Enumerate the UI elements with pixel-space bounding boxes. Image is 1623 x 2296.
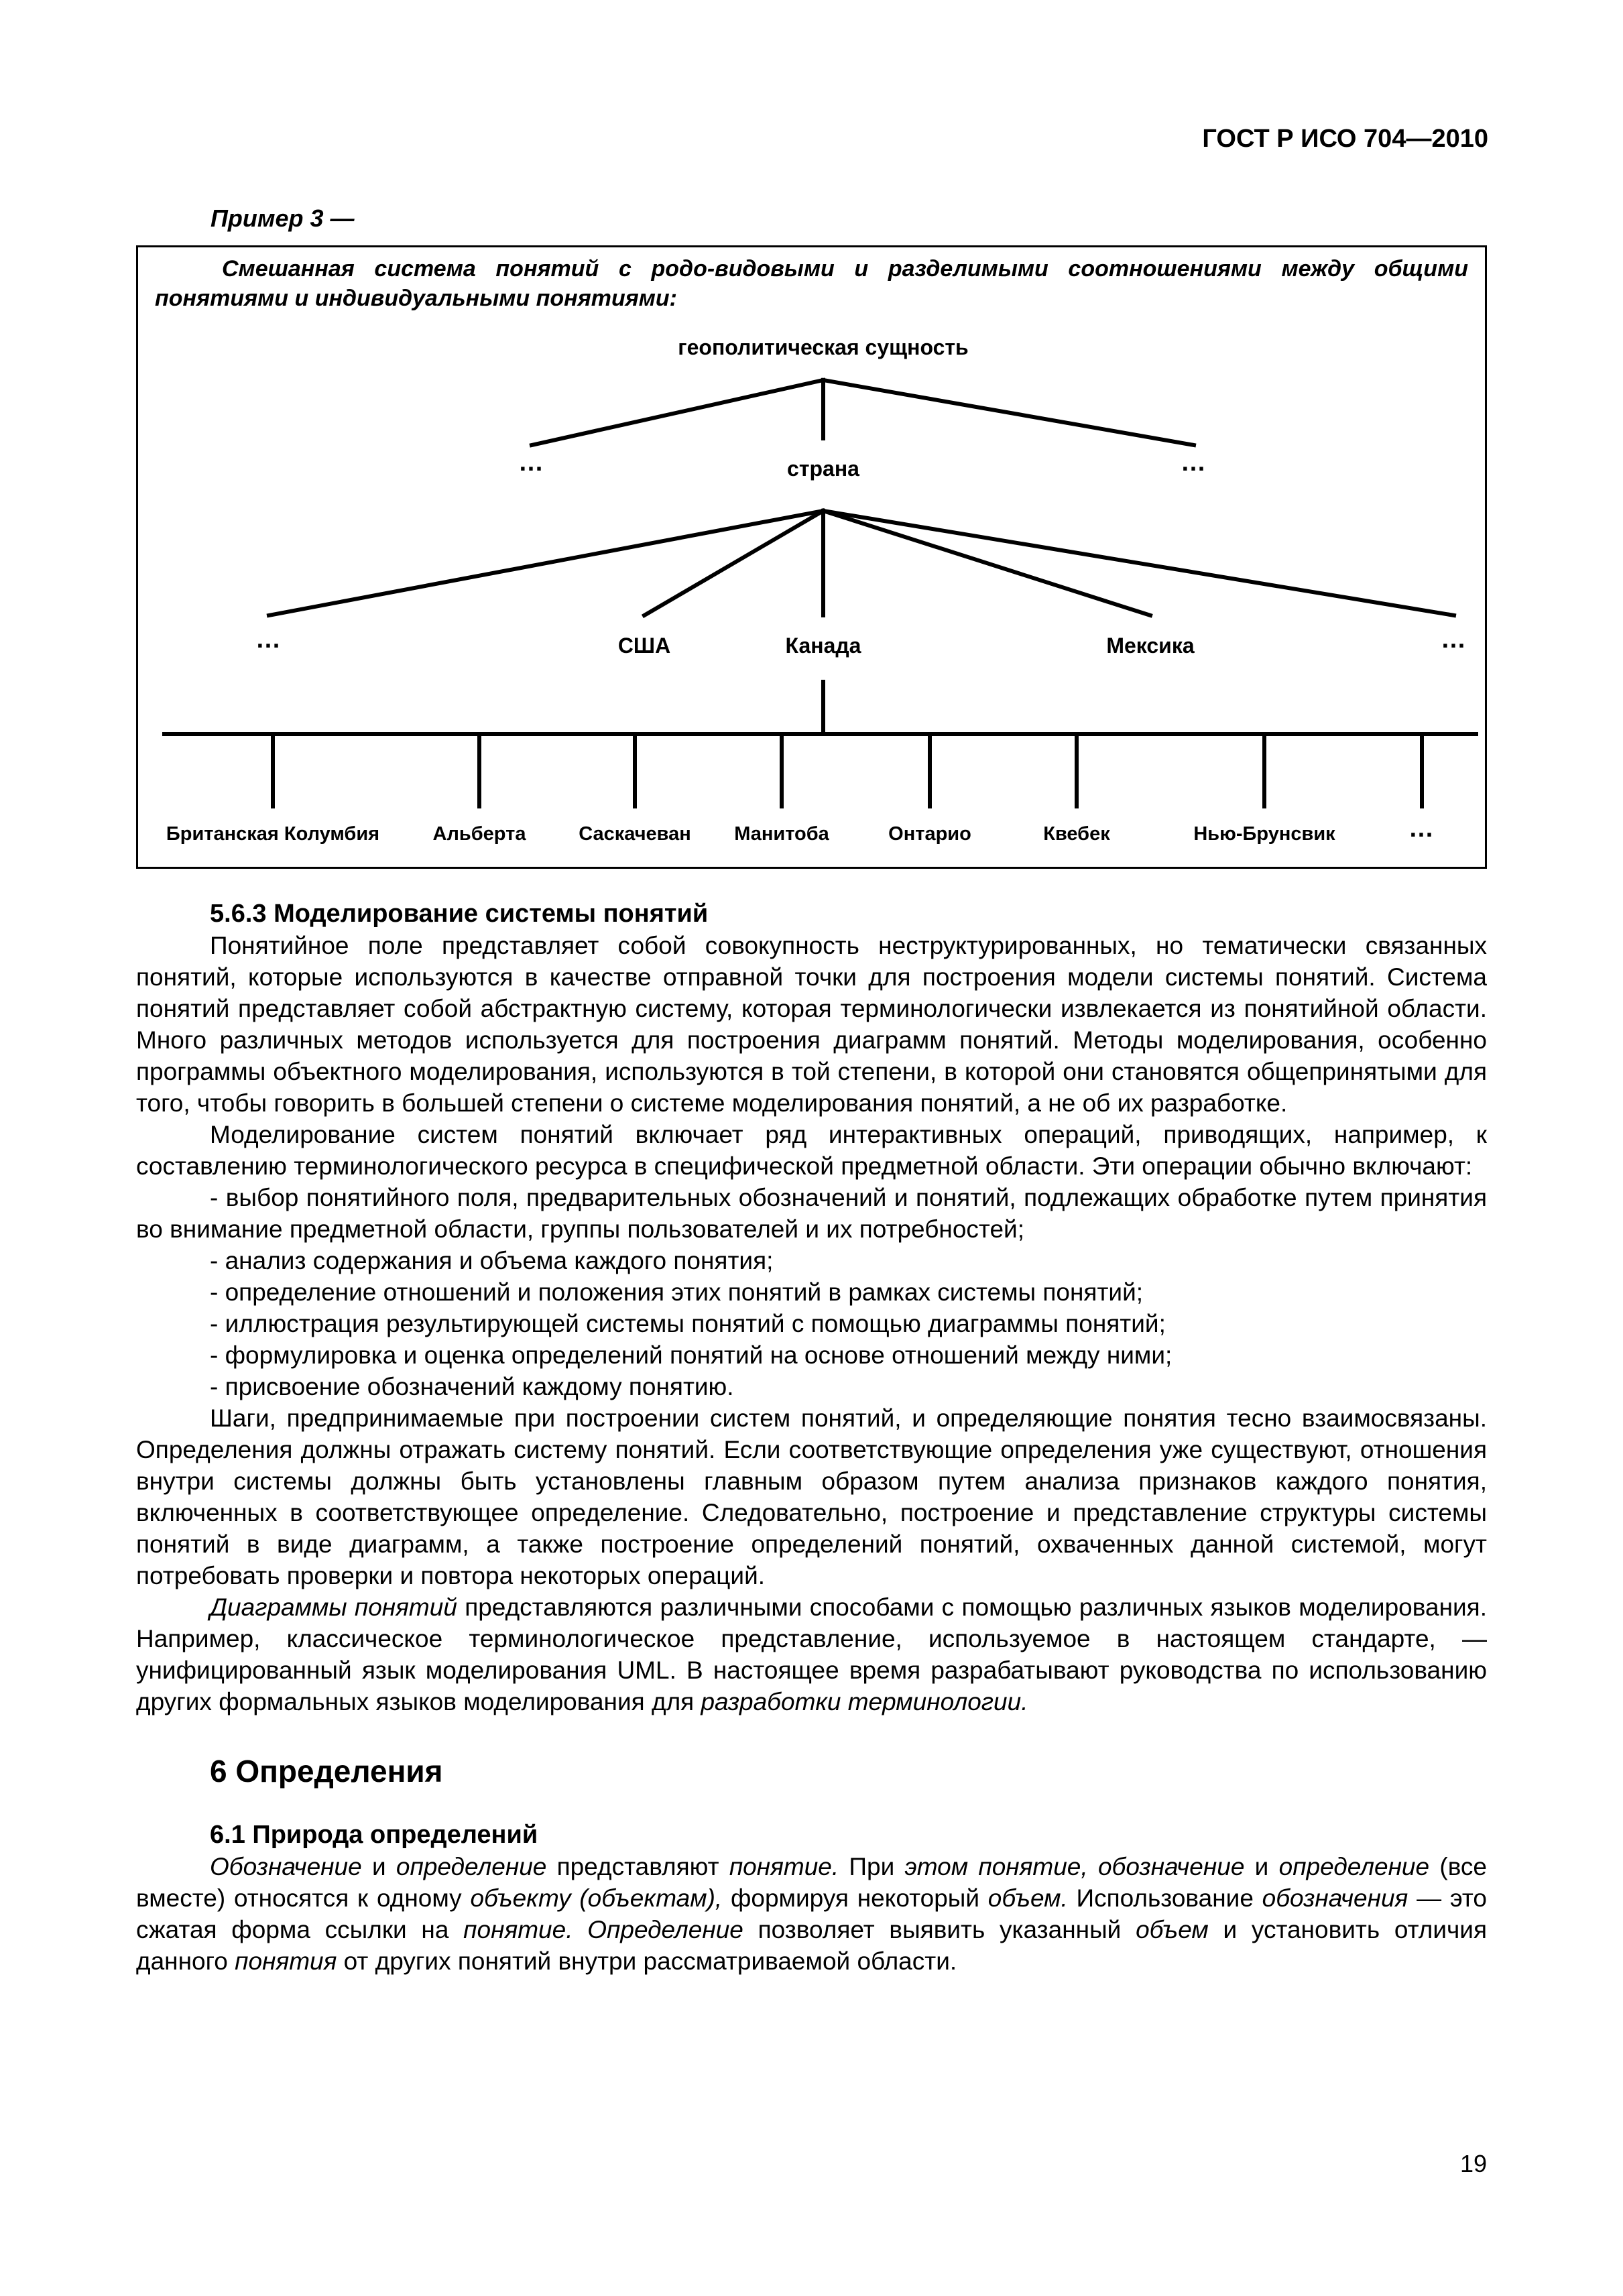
paragraph: Моделирование систем понятий включает ряд интерактивных операций, приводящих, например, к составлению терминологического ресурса в специфической предметной области. Эти операции обычно включают: <box>136 1121 1487 1180</box>
list-item: - выбор понятийного поля, предварительных обозначений и понятий, подлежащих обработке путем принятия во внимание предметной области, группы пользователей и их потребностей; <box>136 1184 1487 1243</box>
term-italic: понятие. Определение <box>463 1916 743 1943</box>
main-text <box>136 898 1487 1977</box>
term-italic: объем. <box>987 1884 1068 1912</box>
node-provinces-dots: … <box>1408 814 1435 843</box>
list-item: - иллюстрация результирующей системы понятий с помощью диаграммы понятий; <box>210 1310 1166 1337</box>
document-id-header: ГОСТ Р ИСО 704—2010 <box>1202 125 1488 153</box>
list-item: - присвоение обозначений каждому понятию. <box>210 1373 734 1400</box>
node-province-manitoba: Манитоба <box>734 823 829 845</box>
section-6-1-heading: 6.1 Природа определений <box>210 1821 538 1849</box>
paragraph-text: представляются различными способами с помощью различных языков моделирования. Например, классическое терминологическое представление, используемое в настоящем стандарте, — унифицированный язык моделирования UML. В настоящее время разрабатывают руководства по использованию других формальных языков моделирования для <box>136 1593 1487 1715</box>
line-country-dots-left <box>269 511 823 615</box>
term-italic: разработки терминологии. <box>701 1688 1028 1715</box>
node-level1-dots-left: … <box>518 448 545 477</box>
paragraph-text: представляют <box>546 1853 729 1880</box>
node-country: страна <box>787 457 859 481</box>
node-province-ontario: Онтарио <box>888 823 971 845</box>
node-level2-dots-right: … <box>1441 625 1467 654</box>
paragraph-text: Использование <box>1067 1884 1262 1912</box>
concept-diagram-frame <box>136 245 1487 869</box>
node-canada: Канада <box>785 633 861 658</box>
section-5-6-3-heading: 5.6.3 Моделирование системы понятий <box>210 900 709 928</box>
list-item: - определение отношений и положения этих понятий в рамках системы понятий; <box>210 1278 1144 1306</box>
paragraph: Шаги, предпринимаемые при построении систем понятий, и определяющие понятия тесно взаимосвязаны. Определения должны отражать систему понятий. Если соответствующие определения уже существуют, отношения внутри системы должны быть установлены главным образом путем анализа признаков каждого понятия, включенных в соответствующее определение. Следовательно, построение и представление структуры системы понятий в виде диаграмм, а также построение определений понятий, охваченных данной системой, могут потребовать проверки и повтора некоторых операций. <box>136 1404 1487 1589</box>
paragraph-text: от других понятий внутри рассматриваемой области. <box>337 1947 957 1975</box>
term-italic: объем <box>1136 1916 1209 1943</box>
paragraph-text: и установить отличия данного <box>136 1916 1487 1975</box>
page-number: 19 <box>1459 2150 1487 2177</box>
line-country-dots-right <box>823 511 1454 615</box>
node-level1-dots-right: … <box>1181 448 1207 477</box>
node-usa: США <box>617 633 671 658</box>
term-italic: понятие. <box>729 1853 839 1880</box>
node-province-saskatchewan: Саскачеван <box>579 823 691 845</box>
list-item: - анализ содержания и объема каждого понятия; <box>210 1247 774 1274</box>
node-mexico: Мексика <box>1106 633 1195 658</box>
term-italic: обозначения <box>1262 1884 1408 1912</box>
paragraph-text: и <box>361 1853 396 1880</box>
term-italic: определение <box>1278 1853 1430 1880</box>
paragraph-text: — это сжатая форма ссылки на <box>136 1884 1487 1943</box>
section-6-heading: 6 Определения <box>210 1754 443 1789</box>
paragraph-text: формируя некоторый <box>722 1884 988 1912</box>
term-italic: объекту (объектам), <box>470 1884 723 1912</box>
list-item: - формулировка и оценка определений понятий на основе отношений между ними; <box>210 1341 1173 1369</box>
paragraph-text: и <box>1244 1853 1279 1880</box>
paragraph-text: (все вместе) относятся к одному <box>136 1853 1488 1912</box>
paragraph-text: При <box>839 1853 905 1880</box>
diagram-caption: Смешанная система понятий с родо-видовыми и разделимыми соотношениями между общими понятиями и индивидуальными понятиями: <box>155 256 1468 311</box>
paragraph <box>136 1591 1487 1717</box>
paragraph-text: позволяет выявить указанный <box>743 1916 1136 1943</box>
node-province-alberta: Альберта <box>432 823 526 845</box>
node-geopolitical-entity: геополитическая сущность <box>678 335 969 359</box>
node-province-british-columbia: Британская Колумбия <box>166 823 380 845</box>
node-level2-dots-left: … <box>255 625 282 654</box>
term-italic: этом понятие, обозначение <box>904 1853 1245 1880</box>
paragraph: Понятийное поле представляет собой совокупность неструктурированных, но тематически связанных понятий, которые используются в качестве отправной точки для построения модели системы понятий. Система понятий представляет собой абстрактную систему, которая терминологически извлекается из понятийной области. Много различных методов используется для построения диаграмм понятий. Методы моделирования, особенно программы объектного моделирования, используются в той степени, в которой они становятся общепринятыми для того, чтобы говорить в большей степени о системе моделирования понятий, а не об их разработке. <box>136 932 1487 1117</box>
node-province-quebec: Квебек <box>1043 823 1110 845</box>
line-root-right <box>823 380 1194 445</box>
example-label: Пример 3 — <box>211 204 355 232</box>
term-italic: понятия <box>235 1947 337 1975</box>
line-root-left <box>532 380 823 445</box>
term-italic: Обозначение <box>210 1853 362 1880</box>
line-country-mexico <box>823 511 1150 615</box>
term-italic: определение <box>396 1853 547 1880</box>
node-province-new-brunswick: Нью-Брунсвик <box>1193 823 1335 845</box>
term-italic: Диаграммы понятий <box>210 1593 457 1621</box>
paragraph <box>136 1851 1487 1977</box>
